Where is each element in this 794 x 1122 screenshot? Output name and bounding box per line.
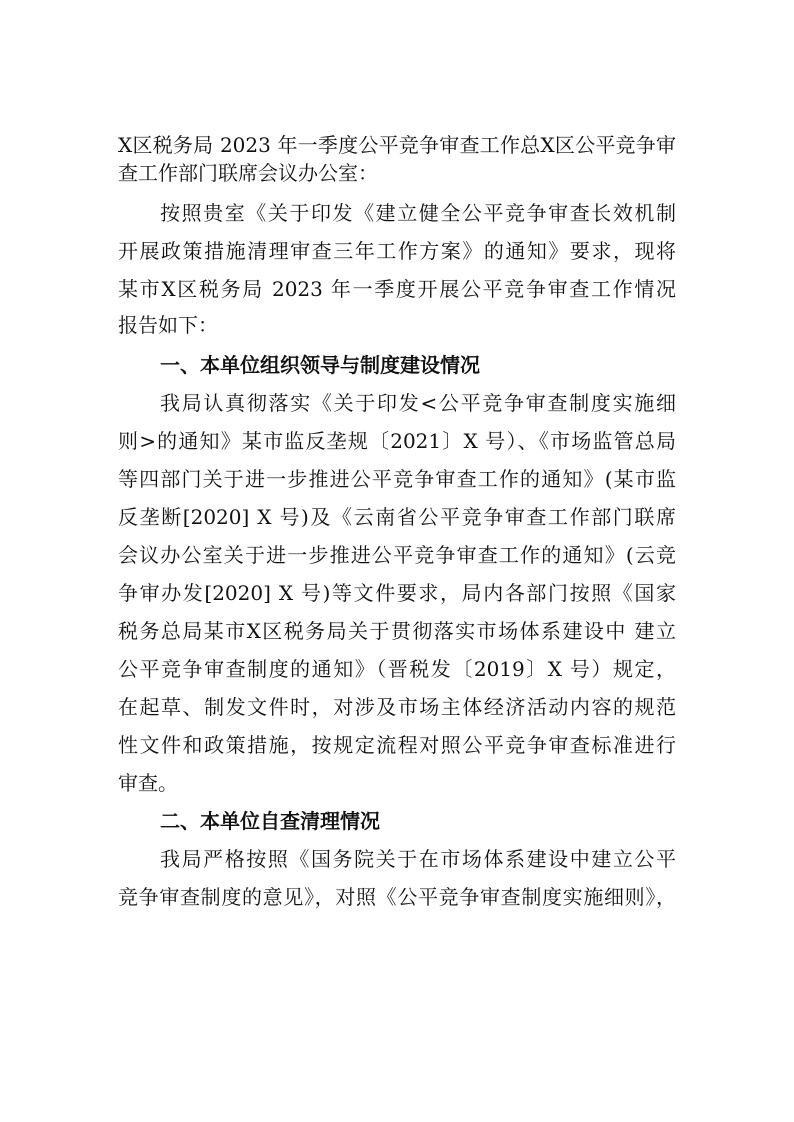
text-line: 会议办公室关于进一步推进公平竞争审查工作的通知》(云竞 — [118, 543, 676, 567]
text-line: 我局认真彻落实《关于印发<公平竞争审查制度实施细 — [160, 391, 676, 415]
text-line: 某市X区税务局 2023 年一季度开展公平竞争审查工作情况 — [118, 277, 676, 301]
text-line: 按照贵室《关于印发《建立健全公平竞争审查长效机制 — [160, 201, 676, 225]
text-line: 竞争审查制度的意见》，对照《公平竞争审查制度实施细则》， — [118, 885, 676, 909]
text-line: 反垄断[2020] X 号)及《云南省公平竞争审查工作部门联席 — [118, 505, 676, 529]
text-line: 税务总局某市X区税务局关于贯彻落实市场体系建设中 建立 — [118, 619, 676, 643]
section-heading: 二、本单位自查清理情况 — [160, 809, 380, 833]
text-line: 我局严格按照《国务院关于在市场体系建设中建立公平 — [160, 847, 676, 871]
text-line: X区税务局 2023 年一季度公平竞争审查工作总X区公平竞争审 — [118, 133, 676, 157]
text-line: 则>的通知》某市监反垄规〔2021〕X 号）、《市场监管总局 — [118, 429, 676, 453]
section-heading: 一、本单位组织领导与制度建设情况 — [160, 353, 480, 377]
text-line: 公平竞争审查制度的通知》（晋税发〔2019〕X 号）规定， — [118, 657, 676, 681]
text-line: 争审办发[2020] X 号)等文件要求，局内各部门按照《国家 — [118, 581, 676, 605]
text-line: 开展政策措施清理审查三年工作方案》的通知》要求，现将 — [118, 239, 676, 263]
text-line: 等四部门关于进一步推进公平竞争审查工作的通知》(某市监 — [118, 467, 676, 491]
section-heading: 审查。 — [118, 771, 178, 795]
text-line: 性文件和政策措施，按规定流程对照公平竞争审查标准进行 — [118, 733, 676, 757]
text-line: 在起草、制发文件时，对涉及市场主体经济活动内容的规范 — [118, 695, 676, 719]
section-heading: 查工作部门联席会议办公室： — [118, 161, 378, 185]
section-heading: 报告如下： — [118, 313, 218, 337]
